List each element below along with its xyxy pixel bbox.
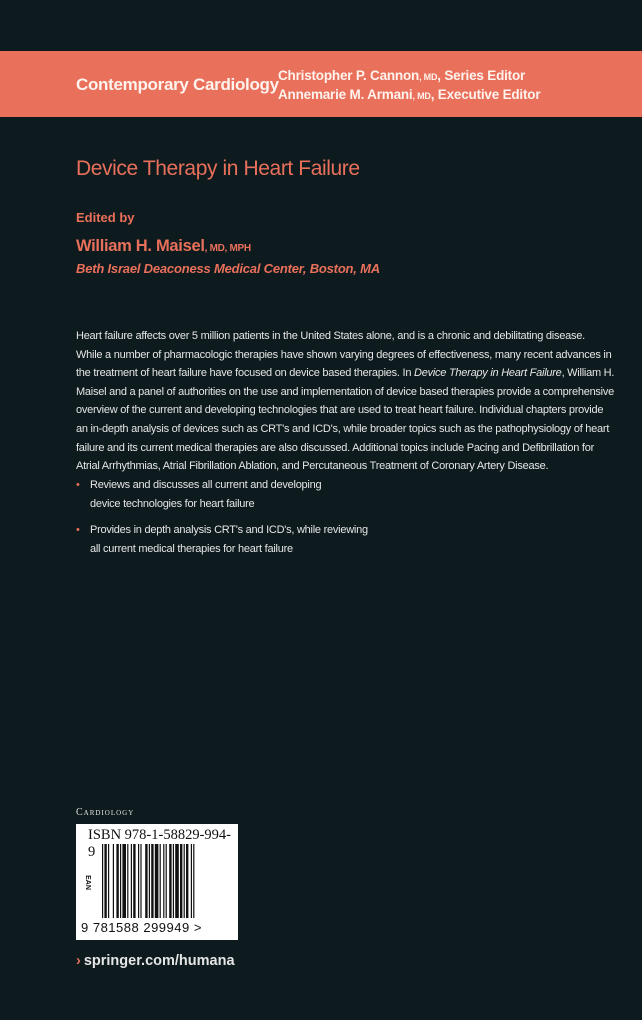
description-line: While a number of pharmacologic therapies have shown varying degrees of effectiveness, many recent advances in <box>76 348 612 361</box>
barcode-bar <box>108 844 109 918</box>
series-title: Contemporary Cardiology <box>76 75 279 94</box>
barcode <box>76 824 238 940</box>
publisher-link[interactable]: › springer.com/humana <box>76 953 235 969</box>
barcode-digits: 9 781588 299949 > <box>81 920 202 935</box>
barcode-bar <box>140 844 141 918</box>
barcode-bar <box>160 844 161 918</box>
barcode-bar <box>127 844 128 918</box>
description-paragraph <box>76 327 636 476</box>
bullet-icon: • <box>76 524 80 537</box>
author: William H. Maisel, MD, MPH <box>76 237 251 255</box>
description-line: an in-depth analysis of devices such as CRT's and ICD's, while broader topics such as the pathophysiology of heart <box>76 422 610 435</box>
category-label: Cardiology <box>76 807 135 818</box>
barcode-bar <box>175 844 179 918</box>
book-title: Device Therapy in Heart Failure <box>76 157 360 180</box>
barcode-bar <box>166 844 167 918</box>
description-line: failure and its current medical therapies are also discussed. Additional topics include Pacing and Defibrillation for <box>76 441 594 454</box>
barcode-bar <box>122 844 126 918</box>
barcode-bar <box>149 844 150 918</box>
description-line: Heart failure affects over 5 million patients in the United States alone, and is a chronic and debilitating disease. <box>76 330 585 342</box>
chevron-right-icon: › <box>76 953 81 969</box>
description-line: overview of the current and developing technologies that are used to treat heart failure. Individual chapters provide <box>76 404 604 417</box>
executive-editor: Annemarie M. Armani, MD, Executive Editor <box>278 87 541 102</box>
barcode-bar <box>102 844 103 918</box>
description-line: Atrial Arrhythmias, Atrial Fibrillation Ablation, and Percutaneous Treatment of Coronary Artery Disease. <box>76 460 549 473</box>
barcode-bar <box>191 844 192 918</box>
affiliation: Beth Israel Deaconess Medical Center, Boston, MA <box>76 261 380 276</box>
barcode-bar <box>163 844 164 918</box>
barcode-bar <box>138 844 139 918</box>
barcode-bars <box>102 844 228 922</box>
barcode-bar <box>155 844 159 918</box>
description-line: Maisel and a panel of authorities on the use and implementation of device based therapies provide a comprehensive <box>76 385 614 398</box>
isbn: ISBN 978-1-58829-994-9 <box>88 827 231 860</box>
barcode-bar <box>151 844 153 918</box>
barcode-bar <box>186 844 188 918</box>
barcode-bar <box>169 844 171 918</box>
barcode-bar <box>120 844 121 918</box>
bullet-item: • Provides in depth analysis CRT's and ICD's, while reviewing all current medical therapies for heart failure <box>76 521 368 558</box>
ean-label: EAN <box>83 875 91 890</box>
barcode-bar <box>193 844 194 918</box>
barcode-bar <box>184 844 185 918</box>
edited-by-label: Edited by <box>76 210 135 225</box>
description-line: the treatment of heart failure have focused on device based therapies. In Device Therapy in Heart Failure, William H. <box>76 367 615 380</box>
bullet-icon: • <box>76 479 80 491</box>
barcode-bar <box>113 844 114 918</box>
barcode-bar <box>145 844 147 918</box>
bullet-item: • Reviews and discusses all current and developing device technologies for heart failure <box>76 476 368 513</box>
barcode-bar <box>131 844 132 918</box>
barcode-bar <box>180 844 182 918</box>
barcode-bar <box>104 844 106 918</box>
barcode-bar <box>133 844 135 918</box>
barcode-bar <box>116 844 118 918</box>
editors <box>278 67 540 105</box>
barcode-bar <box>173 844 174 918</box>
bullet-list <box>76 476 368 566</box>
series-editor: Christopher P. Cannon, MD, Series Editor <box>278 68 526 83</box>
